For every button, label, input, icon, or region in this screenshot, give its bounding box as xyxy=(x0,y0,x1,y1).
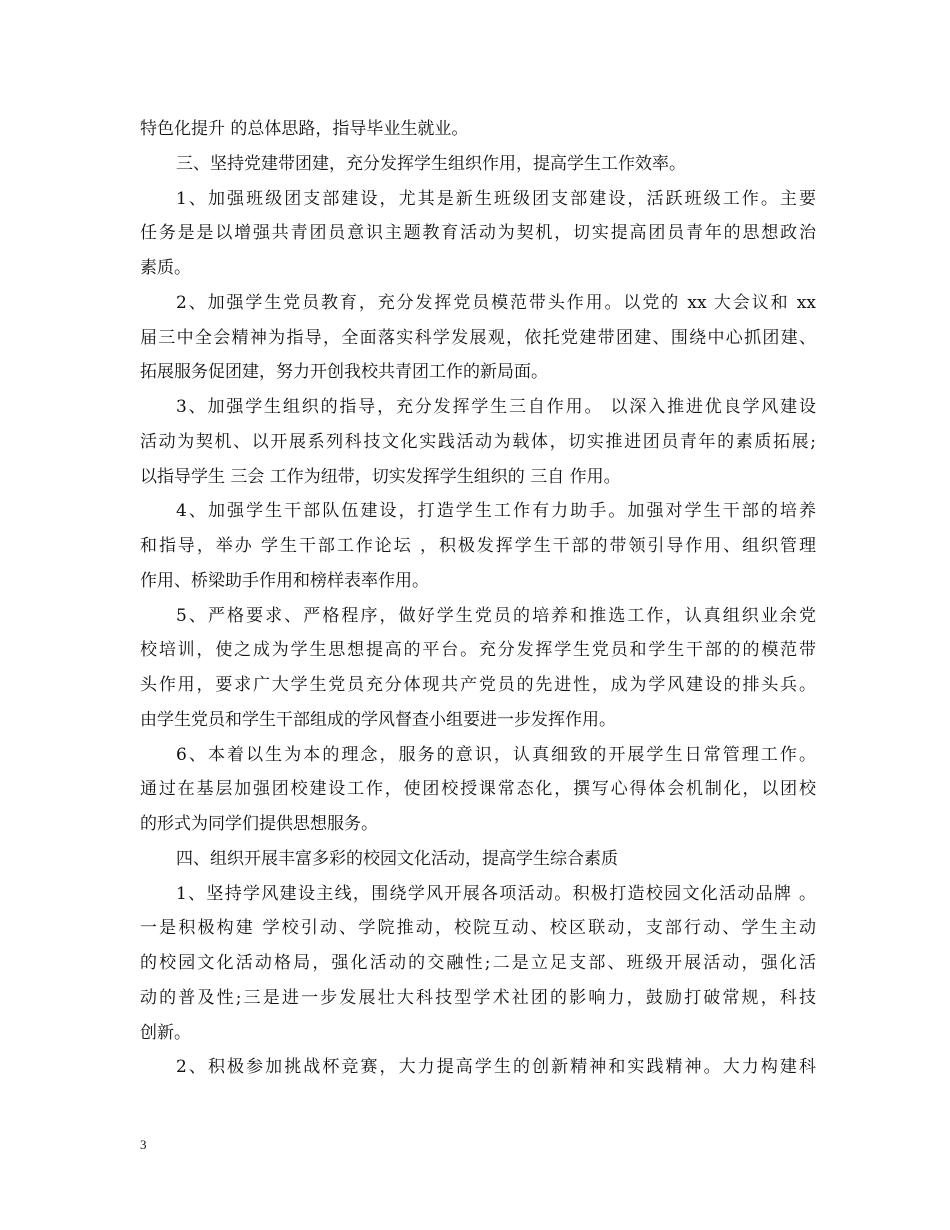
text-line: 4、加强学生干部队伍建设，打造学生工作有力助手。加强对学生干部的培养 xyxy=(176,501,816,522)
text-line: 2、加强学生党员教育，充分发挥党员模范带头作用。以党的 xx 大会议和 xx xyxy=(176,292,816,313)
text-line: 素质。 xyxy=(140,258,191,278)
text-line: 作用、桥梁助手作用和榜样表率作用。 xyxy=(140,570,429,591)
text-line: 和指导，举办 学生干部工作论坛 ，积极发挥学生干部的带领引导作用、组织管理 xyxy=(140,536,816,556)
text-line: 通过在基层加强团校建设工作，使团校授课常态化，撰写心得体会机制化，以团校 xyxy=(140,779,816,800)
text-line: 由学生党员和学生干部组成的学风督查小组要进一步发挥作用。 xyxy=(140,709,616,730)
text-line: 5、严格要求、严格程序，做好学生党员的培养和推选工作，认真组织业余党 xyxy=(176,605,816,626)
text-line: 校培训，使之成为学生思想提高的平台。充分发挥学生党员和学生干部的的模范带 xyxy=(140,640,816,661)
text-line: 的形式为同学们提供思想服务。 xyxy=(140,814,378,834)
text-line: 创新。 xyxy=(140,1022,191,1043)
text-line: 2、积极参加挑战杯竞赛，大力提高学生的创新精神和实践精神。大力构建科 xyxy=(176,1057,816,1078)
section-heading: 三、坚持党建带团建，充分发挥学生组织作用，提高学生工作效率。 xyxy=(176,153,686,174)
text-line: 3、加强学生组织的指导，充分发挥学生三自作用。 以深入推进优良学风建设 xyxy=(176,397,816,417)
text-line: 动的普及性;三是进一步发展壮大科技型学术社团的影响力，鼓励打破常规，科技 xyxy=(140,987,816,1008)
text-line: 的校园文化活动格局，强化活动的交融性;二是立足支部、班级开展活动，强化活 xyxy=(140,953,816,973)
page-number: 3 xyxy=(140,1137,147,1152)
text-line: 一是积极构建 学校引动、学院推动，校院互动、校区联动，支部行动、学生主动 xyxy=(140,918,816,939)
text-line: 届三中全会精神为指导，全面落实科学发展观，依托党建带团建、围绕中心抓团建、 xyxy=(140,327,816,348)
section-heading: 四、组织开展丰富多彩的校园文化活动，提高学生综合素质 xyxy=(176,848,618,869)
text-line: 1、加强班级团支部建设，尤其是新生班级团支部建设，活跃班级工作。主要 xyxy=(176,188,816,209)
document-body xyxy=(140,112,816,1085)
text-line: 任务是是以增强共青团员意识主题教育活动为契机，切实提高团员青年的思想政治 xyxy=(140,223,816,244)
text-line: 1、坚持学风建设主线，围绕学风开展各项活动。积极打造校园文化活动品牌 。 xyxy=(176,883,816,904)
text-line: 6、本着以生为本的理念，服务的意识，认真细致的开展学生日常管理工作。 xyxy=(176,744,816,765)
text-line: 活动为契机、以开展系列科技文化实践活动为载体，切实推进团员青年的素质拓展; xyxy=(140,431,816,452)
text-line: 特色化提升 的总体思路，指导毕业生就业。 xyxy=(140,119,469,139)
text-line: 以指导学生 三会 工作为纽带，切实发挥学生组织的 三自 作用。 xyxy=(140,466,621,487)
text-line: 拓展服务促团建，努力开创我校共青团工作的新局面。 xyxy=(140,362,548,383)
text-line: 头作用，要求广大学生党员充分体现共产党员的先进性，成为学风建设的排头兵。 xyxy=(140,675,816,695)
